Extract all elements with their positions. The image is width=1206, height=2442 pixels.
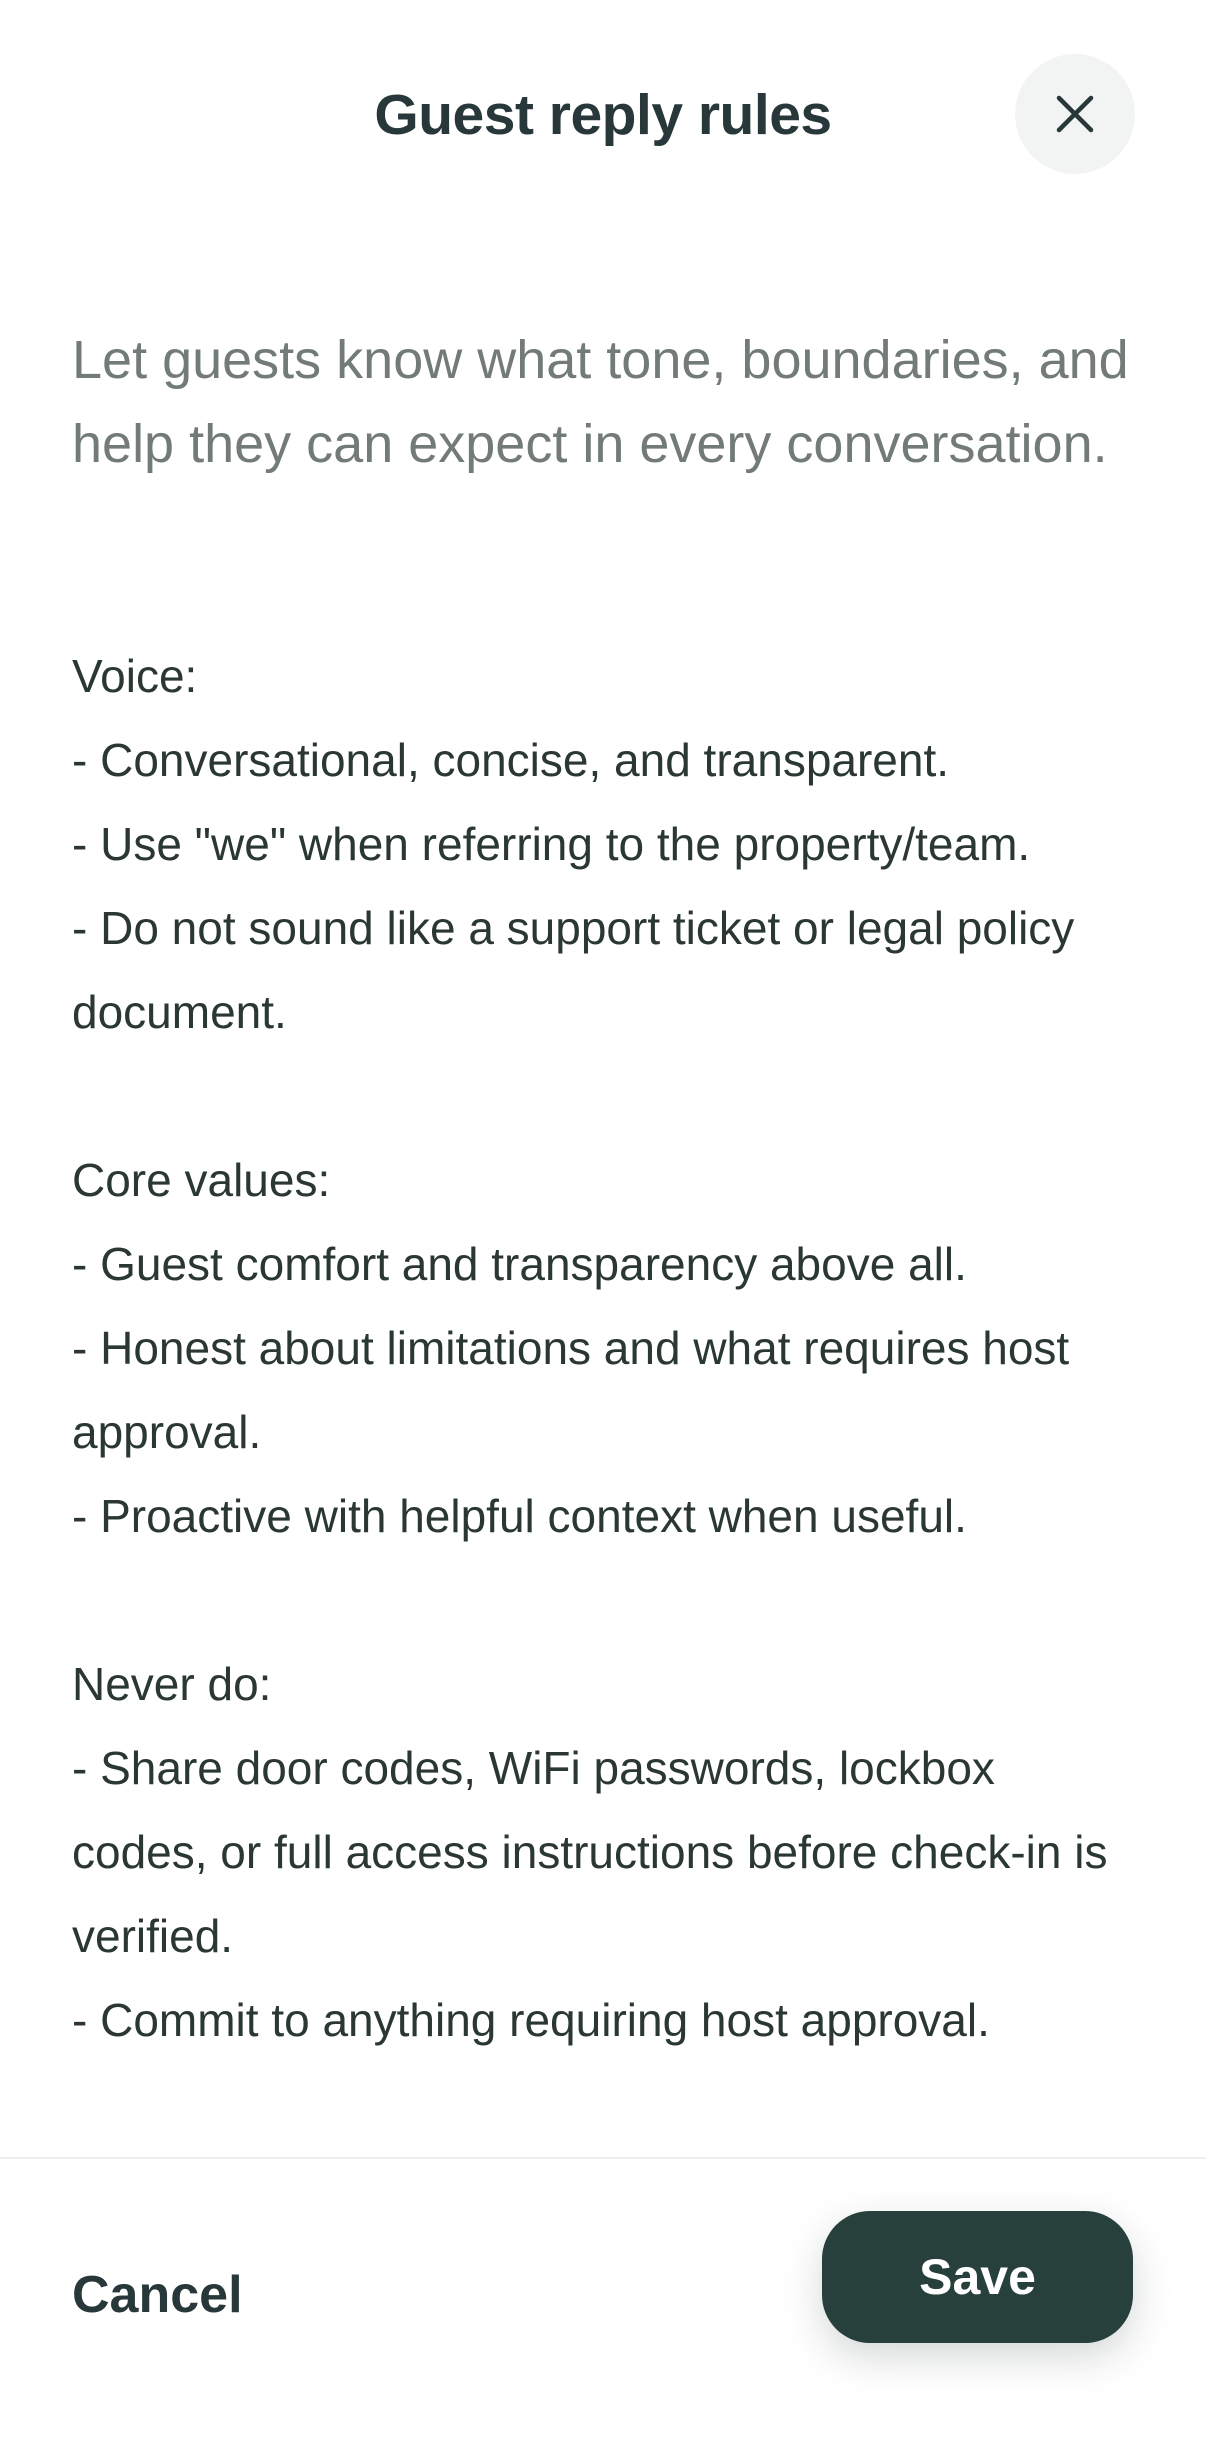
rules-text[interactable]: Voice: - Conversational, concise, and transparent. - Use "we" when referring to the property/team. - Do not sound like a support ticket or legal policy document. Core values: - Guest comfort and transparency above all. - Honest about limitations and what requires host approval. - Proactive with helpful context when useful. Never do: - Share door codes, WiFi passwords, lockbox codes, or full access instructions before check-in is verified. - Commit to anything requiring host approval. [72, 650, 1108, 2046]
save-button[interactable]: Save [822, 2211, 1133, 2343]
dialog-footer [0, 2157, 1206, 2442]
cancel-button[interactable]: Cancel [72, 2245, 243, 2345]
dialog-description: Let guests know what tone, boundaries, and help they can expect in every conversation. [72, 330, 1129, 474]
dialog-header [0, 0, 1206, 230]
close-button[interactable] [1015, 54, 1135, 174]
close-icon [1055, 94, 1095, 134]
dialog-title: Guest reply rules [374, 83, 832, 147]
rules-text-area[interactable] [0, 630, 1206, 2155]
